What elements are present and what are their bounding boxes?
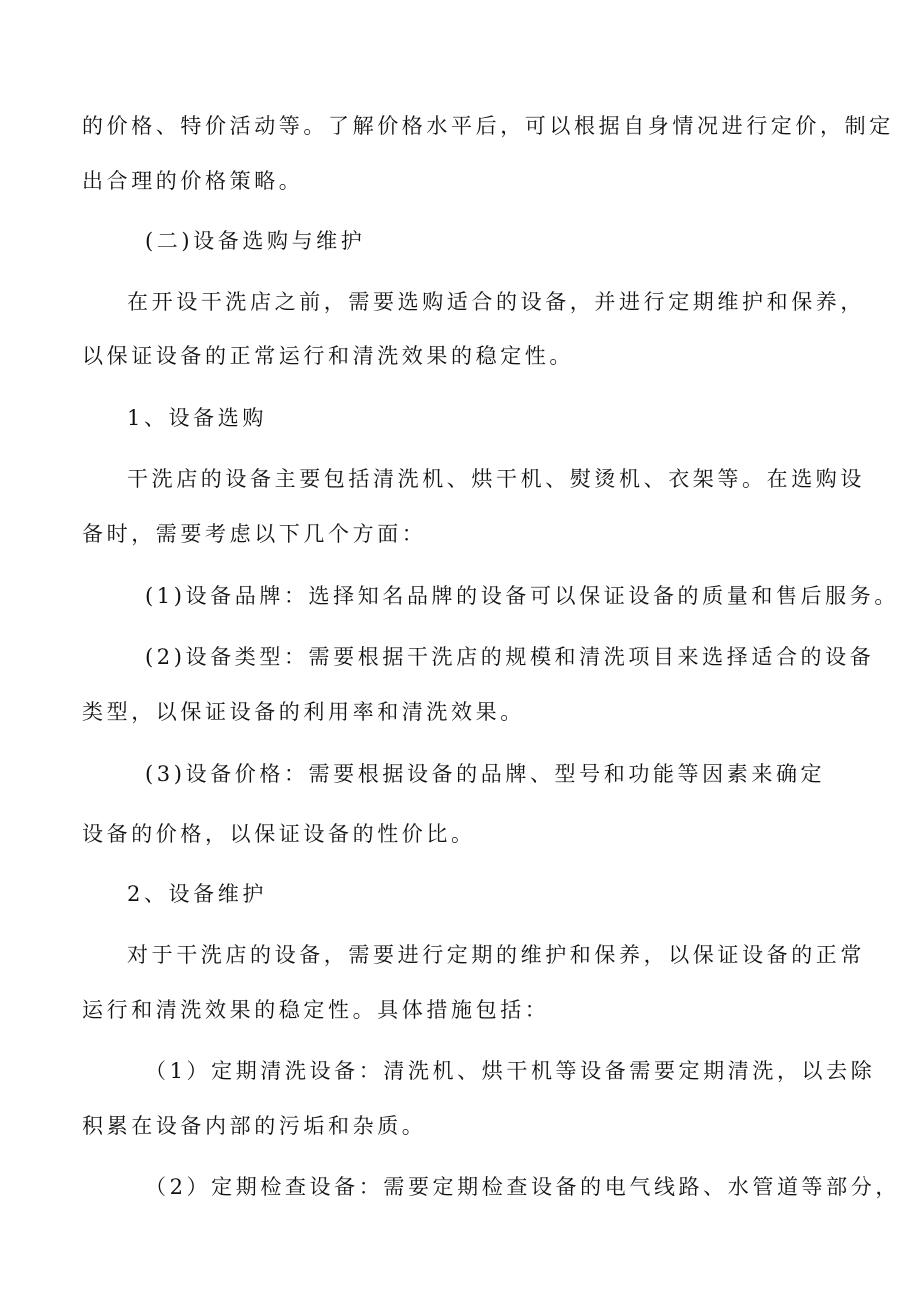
- paragraph-line: 在开设干洗店之前，需要选购适合的设备，并进行定期维护和保养，: [127, 290, 865, 314]
- paragraph-line: 出合理的价格策略。: [82, 169, 304, 193]
- list-item-line: (1)设备品牌：选择知名品牌的设备可以保证设备的质量和售后服务。: [145, 584, 899, 608]
- paragraph-line: 对于干洗店的设备，需要进行定期的维护和保养，以保证设备的正常: [127, 943, 865, 967]
- list-item-line: 设备的价格，以保证设备的性价比。: [82, 822, 476, 846]
- list-item-line: (2)设备类型：需要根据干洗店的规模和清洗项目来选择适合的设备: [145, 645, 875, 669]
- paragraph-line: 的价格、特价活动等。了解价格水平后，可以根据自身情况进行定价，制定: [82, 114, 894, 138]
- list-item-line: 积累在设备内部的污垢和杂质。: [82, 1114, 427, 1138]
- list-item-line: 类型，以保证设备的利用率和清洗效果。: [82, 700, 525, 724]
- list-item-line: (3)设备价格：需要根据设备的品牌、型号和功能等因素来确定: [145, 762, 826, 786]
- list-item-line: （2）定期检查设备：需要定期检查设备的电气线路、水管道等部分，: [145, 1175, 900, 1199]
- subsection-heading: 1、设备选购: [127, 406, 267, 430]
- paragraph-line: 干洗店的设备主要包括清洗机、烘干机、熨烫机、衣架等。在选购设: [127, 467, 865, 491]
- paragraph-line: 运行和清洗效果的稳定性。具体措施包括：: [82, 998, 550, 1022]
- subsection-heading: 2、设备维护: [127, 882, 267, 906]
- section-heading: (二)设备选购与维护: [145, 229, 366, 253]
- paragraph-line: 以保证设备的正常运行和清洗效果的稳定性。: [82, 344, 574, 368]
- paragraph-line: 备时，需要考虑以下几个方面：: [82, 522, 427, 546]
- list-item-line: （1）定期清洗设备：清洗机、烘干机等设备需要定期清洗，以去除: [145, 1059, 876, 1083]
